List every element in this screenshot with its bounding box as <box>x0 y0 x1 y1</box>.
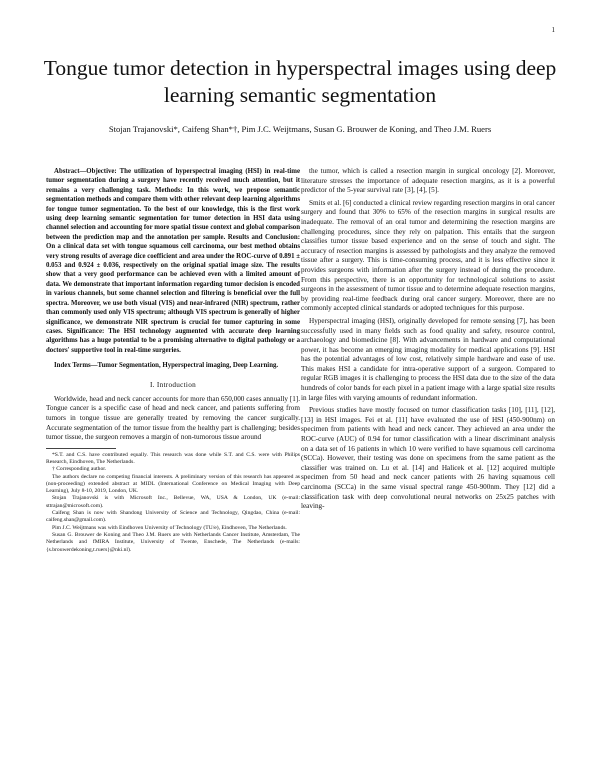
intro-paragraph: Worldwide, head and neck cancer accounts for more than 650,000 cases annually [1]. Tongue cancer is a specific case of head and neck cancer, and patients suffering from tumors in tongue tissue are generally treated by removing the cancer surgically. Accurate segmentation of the tumor tissue from the healthy part is challenging; besides tumor tissue, the surgeon removes a margin of non-tumorous tissue around <box>46 394 300 442</box>
abstract: Abstract—Objective: The utilization of hyperspectral imaging (HSI) in real-time tumor segmentation during a surgery have recently received much attention, but it remains a very challenging task. Methods: In this work, we propose semantic segmentation methods and compare them with other relevant deep learning algorithms for tongue tumor segmentation. To the best of our knowledge, this is the first work using deep learning semantic segmentation for tumor detection in HSI data using channel selection and accounting for more spatial tissue context and global comparison between the prediction map and the annotation per sample. Results and Conclusion: On a clinical data set with tongue squamous cell carcinoma, our best method obtains very strong results of average dice coefficient and area under the ROC-curve of 0.891 ± 0.053 and 0.924 ± 0.036, respectively on the original spatial image size. The results show that a very good performance can be achieved even with a limited amount of data. We demonstrate that important information regarding tumor decision is encoded in various channels, but some channel selection and filtering is beneficial over the full spectra. Moreover, we use both visual (VIS) and near-infrared (NIR) spectrum, rather than commonly used only VIS spectrum; although VIS spectrum is generally of higher significance, we demonstrate NIR spectrum is crucial for tumor capturing in some cases. Significance: The HSI technology augmented with accurate deep learning algorithms has a huge potential to be a promising alternative to digital pathology or a doctors' supportive tool in real-time surgeries. <box>46 168 300 354</box>
author-list: Stojan Trajanovski*, Caifeng Shan*†, Pim J.C. Weijtmans, Susan G. Brouwer de Koning, and Theo J.M. Ruers <box>108 124 492 134</box>
footnote: *S.T. and C.S. have contributed equally. This research was done while S.T. and C.S. were with Philips Research, Eindhoven, The Netherlands. <box>46 451 300 465</box>
right-column <box>301 167 555 512</box>
body-paragraph: Smits et al. [6] conducted a clinical review regarding resection margins in oral cancer surgery and found that 30% to 65% of the resection margins in surgical results are inadequate. The removal of an oral tumor and determining the resection margins are challenging procedures, since they rely on palpation. This entails that the surgeon classifies tumor tissue based experience and on the sense of touch and sight. The accuracy of resection margins is assessed by pathologists and they analyze the removed tissue after a surgery. This is time-consuming process, and it is less effective since it provides surgeons with information after the surgery instead of during the procedure. From this perspective, there is an opportunity for technological solutions to assist surgeons in the assessment of tumor tissue and to determine adequate resection margins, by providing real-time feedback during oral cancer surgery. Moreover, there are no commonly accepted clinical standards or adopted techniques for this purpose. <box>301 198 555 313</box>
footnote: The authors declare no competing financial interests. A preliminary version of this research has appeared as (non-proceeding) extended abstract at MIDL (International Conference on Medical Imaging with Deep Learning), July 8-10, 2019, London, UK. <box>46 473 300 495</box>
index-terms: Index Terms—Tumor Segmentation, Hyperspectral imaging, Deep Learning. <box>54 362 279 370</box>
footnote: † Corresponding author. <box>52 466 107 473</box>
paper-title: Tongue tumor detection in hyperspectral images using deep learning semantic segmentation <box>43 56 557 107</box>
footnote: Susan G. Brouwer de Koning and Theo J.M. Ruers are with Netherlands Cancer Institute, Amsterdam, The Netherlands and fMIRA Institute, University of Twente, Enschede, The Netherlands (e-mails: {s.brouwerdekoning,t.ruers}@nki.nl). <box>46 531 300 553</box>
footnote: Pim J.C. Weijtmans was with Eindhoven University of Technology (TU/e), Eindhoven, The Netherlands. <box>52 524 287 531</box>
footnote-rule <box>46 448 116 449</box>
footnote: Caifeng Shan is now with Shandong University of Science and Technology, Qingdao, China (e-mail: caifeng.shan@gmail.com). <box>46 510 300 524</box>
footnotes <box>46 452 300 554</box>
body-paragraph: Hyperspectral imaging (HSI), originally developed for remote sensing [7], has been successfully used in many fields such as food quality and safety, resource control, archaeology and biomedicine [8]. With advancements in hardware and computational power, it has become an emerging imaging modality for medical applications [9]. HSI has the potential advantages of low cost, relatively simple hardware and ease of use. This makes HSI a candidate for intra-operative support of a surgeon. Compared to regular RGB images it is challenging to process the HSI data due to the size of the data hundreds of color bands for each pixel in a patient image with a large spatial size results in large files with varying amounts of redundant information. <box>301 316 555 402</box>
page-number: 1 <box>551 26 555 34</box>
section-heading: I. Introduction <box>149 380 197 389</box>
body-paragraph: the tumor, which is called a resection margin in surgical oncology [2]. Moreover, literature stresses the importance of adequate resection margins, as it is a powerful predictor of the 5-year survival rate [3], [4], [5]. <box>301 167 555 195</box>
footnote: Stojan Trajanovski is with Microsoft Inc., Bellevue, WA, USA & London, UK (e-mail: sttrajan@microsoft.com). <box>46 495 300 509</box>
body-paragraph: Previous studies have mostly focused on tumor classification tasks [10], [11], [12], [13] in HSI images. Fei et al. [11] have evaluated the use of HSI (450-900nm) on specimen from patients with head and neck cancer. They achieved an area under the ROC-curve (AUC) of 0.94 for tumor classification with a linear discriminant analysis on a data set of 16 patients in which 10 were verified to have squamous cell carcinoma (SCCa). However, their testing was done on specimens from the same patient as the classifier was trained on. Lu et al. [14] and Halicek et al. [12] acquired multiple specimen from 50 head and neck cancer patients with 26 having squamous cell carcinoma (SCCa) in the same visual spectral range 450-900nm. They [12] did a classification task with deep convolutional neural networks on 25x25 patches with leaving- <box>301 406 555 511</box>
left-column <box>46 167 300 554</box>
